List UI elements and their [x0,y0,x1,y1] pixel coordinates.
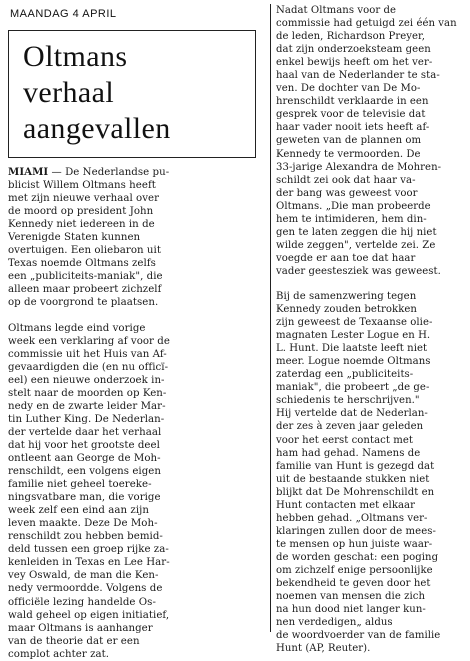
text-line [276,252,466,265]
text-line-content: de leden, Richardson Preyer, [276,31,426,43]
text-line-content: ven. De dochter van De Mo- [276,83,421,95]
text-line [8,504,266,517]
text-line [276,200,466,213]
text-line [276,473,466,486]
text-line [276,355,466,368]
text-line [276,30,466,43]
text-line-content: maar Oltmans is aanhanger [8,622,153,634]
text-line-content: week een verklaring af voor de [8,335,170,347]
text-line [8,569,266,582]
text-line-content: wald geheel op eigen initiatief, [8,609,170,621]
text-line-content: met zijn nieuwe verhaal over [8,193,160,205]
dateline: MAANDAG 4 APRIL [10,8,117,20]
text-line-content: eel) een nieuwe onderzoek in- [8,374,165,386]
text-line-content: der zes à zeven jaar geleden [276,421,424,433]
text-line-content: na hun dood niet langer kun- [276,604,426,616]
text-line [276,447,466,460]
text-line-content: — De Nederlandse pu- [48,167,170,178]
text-line-content: nedy vermoordde. Volgens de [8,583,163,595]
text-line-content: complot achter zat. [8,648,110,660]
text-line [276,577,466,590]
text-line [276,265,466,278]
text-line [8,387,266,400]
text-line [8,543,266,556]
text-line-content: overtuigen. Een oliebaron uit [8,245,161,257]
text-line-content: voegde er aan toe dat haar [276,252,416,264]
text-line [8,413,266,426]
text-line-content: Kennedy te vermoorden. De [276,148,421,160]
text-line [276,381,466,394]
text-line-content: ningsvatbare man, die vorige [8,492,161,504]
text-line [276,134,466,147]
text-line-content: van de theorie dat er een [8,635,140,647]
text-line [8,478,266,491]
text-line-content: zijn geweest de Texaanse olie- [276,317,433,329]
text-line [8,257,266,270]
text-line [8,596,266,609]
text-line-content: gen te laten zeggen die hij niet [276,226,437,238]
text-line [276,603,466,616]
text-line-content: de woordvoerder van de familie [276,630,441,642]
text-line-content: Hunt contacten met elkaar [276,499,416,511]
text-line-content: Kennedy niet iedereen in de [8,219,155,231]
text-line-content: uit de bestaande stukken niet [276,473,430,485]
text-line [276,187,466,200]
text-line [8,452,266,465]
text-line-content: klaringen zullen door de mees- [276,525,436,537]
text-line-content: nen verdedigen„ aldus [276,617,393,629]
text-line-content: dat zijn onderzoeksteam geen [276,44,431,56]
headline-box [8,30,256,158]
text-line-content: bekendheid te geven door het [276,578,431,590]
text-line [276,525,466,538]
paragraph-gap [276,278,466,290]
text-line-content: noemen van mensen die zich [276,591,426,603]
text-line-content: de moord op president John [8,206,154,218]
left-column [8,30,266,661]
text-line [276,629,466,642]
text-line [276,486,466,499]
text-line-content: enkel bewijs heeft om het ver- [276,57,433,69]
text-line-content: te mensen op hun juiste waar- [276,538,433,550]
text-line-content: wilde zeggen", vertelde zei. Ze [276,239,436,251]
text-line [276,303,466,316]
text-line [276,4,466,17]
text-line-content: Bij de samenzwering tegen [276,290,417,302]
text-line [276,239,466,252]
text-line-content: een „publiciteits-maniak", die [8,271,163,283]
text-line-content: 33-jarige Alexandra de Mohren- [276,161,442,173]
text-line [276,329,466,342]
text-line [276,148,466,161]
text-line [276,174,466,187]
text-line-content: ontleent aan George de Moh- [8,452,161,464]
text-line-content: vey Oswald, de man die Ken- [8,570,159,582]
column-divider [270,4,271,632]
text-line [8,635,266,648]
text-line-content: voor het eerst contact met [276,434,413,446]
text-line-content: hebben gehad. „Oltmans ver- [276,512,428,524]
text-line [276,56,466,69]
text-line [276,368,466,381]
text-line [276,499,466,512]
text-line [276,512,466,525]
text-line [276,407,466,420]
text-line-content: hem te intimideren, hem din- [276,213,427,225]
text-line [8,192,266,205]
text-line-content: L. Hunt. Die laatste leeft niet [276,343,428,355]
text-line [276,616,466,629]
text-line-content: dat hij voor het grootste deel [8,439,160,451]
text-line-content: ham had gehad. Namens de [276,447,421,459]
text-line-content: leven maakte. Deze De Moh- [8,518,158,530]
text-line [276,316,466,329]
text-line-content: nedy en de zwarte leider Mar- [8,400,166,412]
text-line [8,231,266,244]
text-line [8,179,266,192]
text-line-content: renschildt, een volgens eigen [8,466,161,478]
right-article-text [276,4,466,655]
text-line-content: gesprek voor de televisie dat [276,109,426,121]
headline-line: Oltmans [23,40,128,73]
text-line-content: schildt zei ook dat haar va- [276,174,416,186]
text-line-content: maniak", die probeert „de ge- [276,382,430,394]
text-line [276,213,466,226]
text-line-content: deld tussen een groep rijke za- [8,544,169,556]
text-line-content: zaterdag een „publiciteits- [276,369,414,381]
text-line [276,121,466,134]
text-line-content: gevaardigden die (en nu officï- [8,361,169,373]
text-line [8,530,266,543]
text-line-content: geweten van de plannen om [276,135,422,147]
text-line-content: hrenschildt verklaarde in een [276,96,429,108]
article-paragraph [276,290,466,655]
text-line-content: Oltmans. „Die man probeerde [276,200,431,212]
text-line [8,270,266,283]
paragraph-gap [8,310,266,322]
text-line [276,161,466,174]
text-line-content: der vertelde daar het verhaal [8,426,162,438]
text-line [8,348,266,361]
text-line [276,69,466,82]
text-line-content: om zichzelf enige persoonlijke [276,564,433,576]
text-line-content: magnaten Lester Logue en H. [276,330,431,342]
headline-line: verhaal [23,76,115,109]
text-line [276,394,466,407]
text-line [276,290,466,303]
text-line-content: commissie uit het Huis van Af- [8,348,167,360]
text-line [276,434,466,447]
text-line-content: familie van Hunt is gezegd dat [276,460,435,472]
left-article-text [8,166,266,661]
text-line-content: vader geestesziek was geweest. [276,265,441,277]
text-line-content: blijkt dat De Mohrenschildt en [276,486,435,498]
text-line-content: Hij vertelde dat de Nederlan- [276,408,428,420]
text-line [8,400,266,413]
article-paragraph [276,4,466,278]
text-line-content: meer. Logue noemde Oltmans [276,356,431,368]
text-line [8,622,266,635]
text-line [8,465,266,478]
text-line-content: de worden geschat: een poging [276,551,439,563]
text-line-content: kenleiden in Texas en Lee Har- [8,557,170,569]
text-line [276,95,466,108]
text-line [8,218,266,231]
text-line [276,17,466,30]
text-line [8,361,266,374]
text-line [8,322,266,335]
text-line [276,108,466,121]
text-line-content: op de voorgrond te plaatsen. [8,297,159,309]
text-line [276,82,466,95]
headline-line: aangevallen [23,112,171,145]
text-line [8,205,266,218]
text-line-content: week zelf een eind aan zijn [8,505,149,517]
text-line-content: officiële lezing handelde Os- [8,596,156,608]
text-line [8,582,266,595]
text-line-content: Kennedy zouden betrokken [276,304,417,316]
article-paragraph [8,322,266,661]
text-line [8,283,266,296]
text-line [276,538,466,551]
text-line [276,460,466,473]
text-line-content: blicist Willem Oltmans heeft [8,180,156,192]
text-line-content: familie niet geheel toereke- [8,479,152,491]
text-line [8,296,266,309]
text-line [8,491,266,504]
text-line [276,342,466,355]
text-line-content: commissie had getuigd zei één van [276,18,457,30]
text-line-content: Verenigde Staten kunnen [8,232,141,244]
text-line [8,374,266,387]
text-line-content: renschildt zou hebben bemid- [8,531,163,543]
right-column [276,4,466,655]
text-line-content: Texas noemde Oltmans zelfs [8,258,156,270]
text-line [8,426,266,439]
text-line [276,420,466,433]
text-line [8,244,266,257]
text-line [276,43,466,56]
text-line-content: haar vader nooit iets heeft af- [276,122,430,134]
text-line [276,642,466,655]
text-line-content: Hunt (AP, Reuter). [276,643,371,655]
text-line [8,609,266,622]
text-line-content: stelt naar de moorden op Ken- [8,387,167,399]
dateline-city: MIAMI [8,166,49,178]
text-line-content: haal van de Nederlander te sta- [276,70,440,82]
text-line [276,226,466,239]
text-line [276,551,466,564]
text-line [276,564,466,577]
text-line [8,517,266,530]
text-line-content: schiedenis te herschrijven." [276,395,420,407]
text-line-content: Oltmans legde eind vorige [8,322,146,334]
text-line [8,648,266,661]
text-line-content: der bang was geweest voor [276,187,418,199]
text-line [276,590,466,603]
text-line-content: tin Luther King. De Nederlan- [8,413,165,425]
text-line-content: alleen maar probeert zichzelf [8,284,162,296]
text-line [8,556,266,569]
article-paragraph [8,166,266,310]
text-line [8,166,266,179]
text-line [8,335,266,348]
text-line [8,439,266,452]
text-line-content: Nadat Oltmans voor de [276,5,397,16]
